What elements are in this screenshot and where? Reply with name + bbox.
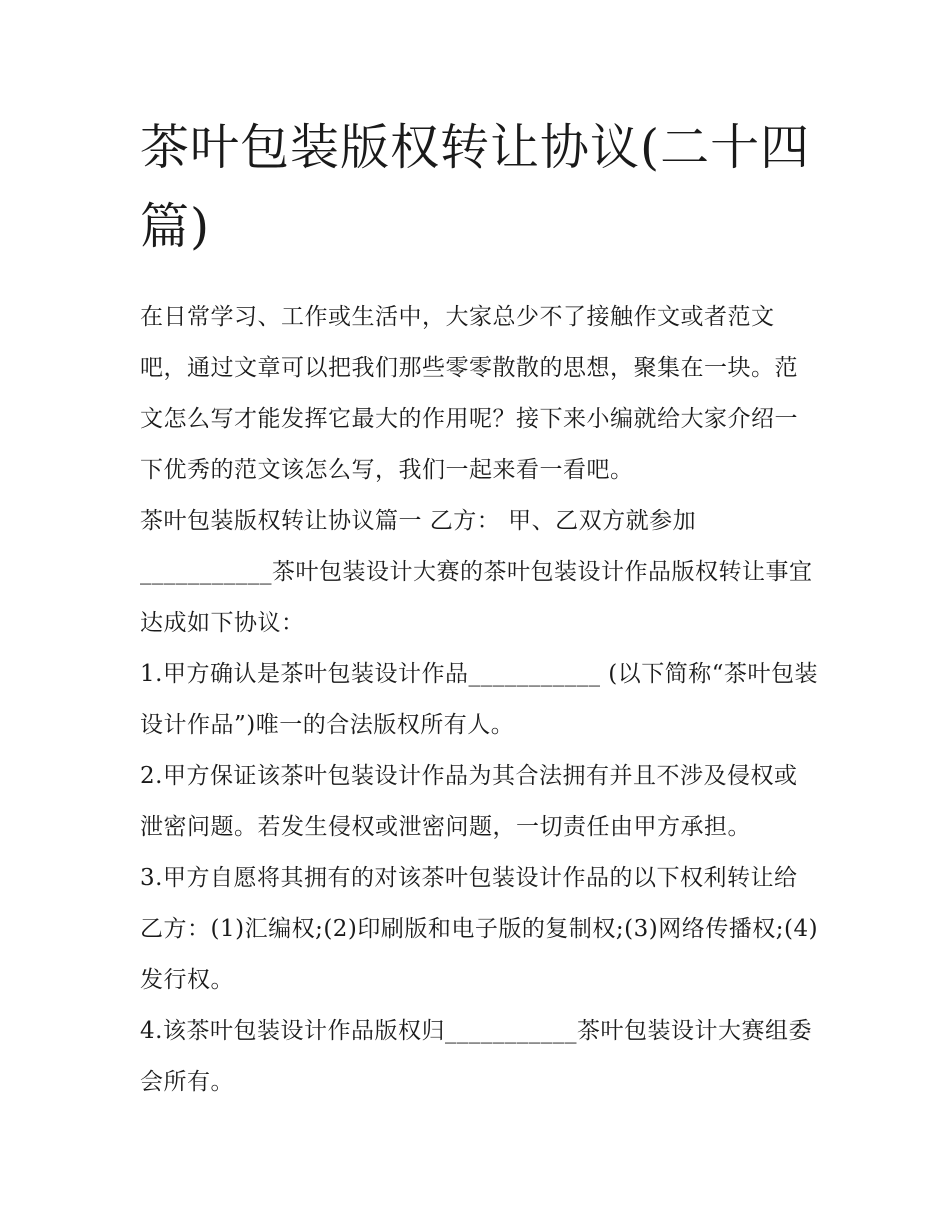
intro-paragraph: 在日常学习、工作或生活中，大家总少不了接触作文或者范文吧，通过文章可以把我们那些零零散散的思想，聚集在一块。范文怎么写才能发挥它最大的作用呢？接下来小编就给大家介绍一下优秀的范文该怎么写，我们一起来看一看吧。 — [140, 304, 798, 483]
clause-2-paragraph: 2.甲方保证该茶叶包装设计作品为其合法拥有并且不涉及侵权或泄密问题。若发生侵权或泄密问题，一切责任由甲方承担。 — [140, 763, 798, 840]
document-page — [140, 108, 820, 1108]
clause-1-paragraph: 1.甲方确认是茶叶包装设计作品___________ (以下简称“茶叶包装设计作品”)唯一的合法版权所有人。 — [140, 661, 818, 738]
document-title: 茶叶包装版权转让协议(二十四篇) — [140, 119, 811, 255]
clause-3-paragraph: 3.甲方自愿将其拥有的对该茶叶包装设计作品的以下权利转让给乙方：(1)汇编权;(2)印刷版和电子版的复制权;(3)网络传播权;(4)发行权。 — [140, 865, 819, 993]
document-body — [140, 292, 820, 1108]
agreement-preamble-paragraph: 茶叶包装版权转让协议篇一 乙方： 甲、乙双方就参加___________茶叶包装设计大赛的茶叶包装设计作品版权转让事宜达成如下协议： — [140, 508, 813, 636]
clause-4-paragraph: 4.该茶叶包装设计作品版权归___________茶叶包装设计大赛组委会所有。 — [140, 1018, 812, 1095]
